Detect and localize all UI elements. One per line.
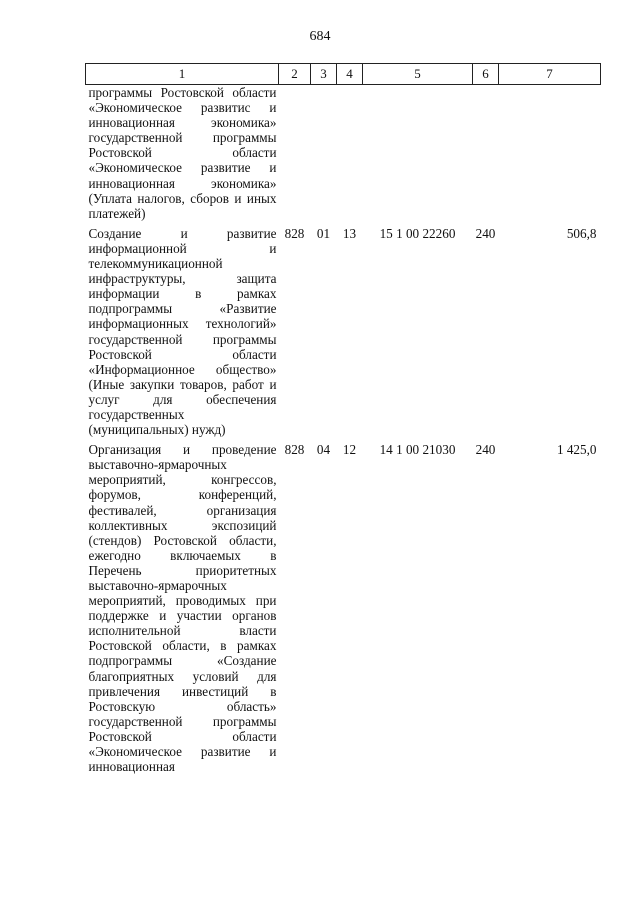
column-header: 7 xyxy=(499,64,601,85)
table-header-row xyxy=(86,64,601,85)
page-number: 684 xyxy=(309,29,331,44)
row-description: Организация и проведение выставочно-ярмарочных мероприятий, конгрессов, форумов, конференций, фестивалей, организация коллективных экспозиций (стендов) Ростовской области, ежегодно включаемых в Перечень приоритетных выставочно-ярмарочных мероприятий, проводимых при поддержке и участии органов исполнительной власти Ростовской области, в рамках подпрограммы «Создание благоприятных условий для привлечения инвестиций в Ростовскую область» государственной программы Ростовской области «Экономическое развитие и инновационная xyxy=(88,442,277,775)
column-header: 6 xyxy=(473,64,499,85)
expense-type-code xyxy=(473,85,499,221)
subsection-code xyxy=(337,85,363,221)
target-article-code: 14 1 00 21030 xyxy=(379,442,456,458)
section-code xyxy=(311,85,337,221)
ministry-code: 828 xyxy=(284,442,305,458)
amount: 1 425,0 xyxy=(556,442,597,458)
column-header: 2 xyxy=(279,64,311,85)
target-article-code xyxy=(363,85,473,221)
table-row xyxy=(86,85,601,221)
section-code: 04 xyxy=(316,442,331,458)
ministry-code: 828 xyxy=(284,225,305,241)
table-row xyxy=(86,437,601,774)
ministry-code xyxy=(279,85,311,221)
amount xyxy=(499,85,601,221)
table-row xyxy=(86,221,601,437)
column-header: 5 xyxy=(363,64,473,85)
column-header: 4 xyxy=(337,64,363,85)
section-code: 01 xyxy=(316,225,331,241)
subsection-code: 13 xyxy=(342,225,357,241)
budget-table xyxy=(85,63,601,774)
row-description: программы Ростовской области «Экономическое развитис и инновационная экономика» государственной программы Ростовской области «Экономическое развитие и инновационная экономика» (Уплата налогов, сборов и иных платежей) xyxy=(88,85,277,221)
column-header: 1 xyxy=(86,64,279,85)
row-description: Создание и развитие информационной и телекоммуникационной инфраструктуры, защита информации в рамках подпрограммы «Развитие информационных технологий» государственной программы Ростовской области «Информационное общество» (Иные закупки товаров, работ и услуг для обеспечения государственных (муниципальных) нужд) xyxy=(88,225,277,438)
amount: 506,8 xyxy=(566,225,597,241)
column-header: 3 xyxy=(311,64,337,85)
target-article-code: 15 1 00 22260 xyxy=(379,225,456,241)
expense-type-code: 240 xyxy=(475,442,496,458)
expense-type-code: 240 xyxy=(475,225,496,241)
subsection-code: 12 xyxy=(342,442,357,458)
